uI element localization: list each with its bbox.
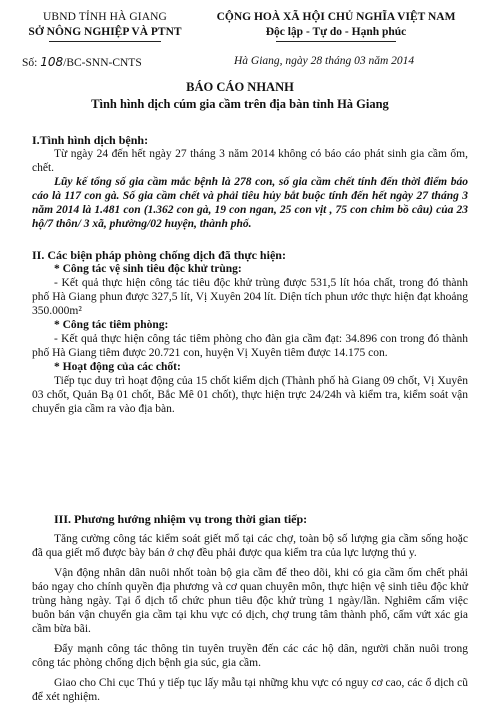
department-name: SỞ NÔNG NGHIỆP VÀ PTNT — [28, 26, 182, 38]
section-2 — [32, 248, 468, 416]
section-1-heading: I.Tình hình dịch bệnh: — [32, 133, 149, 147]
province-committee: UBND TỈNH HÀ GIANG — [43, 11, 167, 23]
handwritten-number: 108 — [40, 55, 64, 69]
report-subtitle: Tình hình dịch cúm gia cầm trên địa bàn tỉnh Hà Giang — [91, 97, 389, 111]
checkpoints-text: Tiếp tục duy trì hoạt động của 15 chốt kiểm dịch (Thành phố hà Giang 09 chốt, Vị Xuyên 03 chốt, Quản Bạ 01 chốt, Bắc Mê 01 chốt), thực hiện trực 24/24h và kiểm tra, kiểm soát vận chuyển gia cầm ra vào địa bàn. — [32, 375, 468, 415]
sanitation-heading: * Công tác vệ sinh tiêu độc khử trùng: — [54, 263, 242, 275]
section-3-para-4: Giao cho Chi cục Thú y tiếp tục lấy mẫu tại những khu vực có nguy cơ cao, các ổ dịch cũ để xét nghiệm. — [32, 677, 468, 703]
document-number: Số: 108/BC-SNN-CNTS — [22, 55, 142, 69]
section-3-para-3: Đẩy mạnh công tác thông tin tuyên truyền đến các các hộ dân, người chăn nuôi trong công tác phòng chống dịch bệnh gia súc, gia cầm. — [32, 643, 468, 669]
section-1 — [32, 133, 468, 231]
vaccination-heading: * Công tác tiêm phòng: — [54, 319, 169, 331]
issuing-agency-header — [16, 10, 194, 42]
checkpoints-heading: * Hoạt động của các chốt: — [54, 361, 181, 373]
national-title: CỘNG HOÀ XÃ HỘI CHỦ NGHĨA VIỆT NAM — [216, 11, 456, 23]
national-motto: Độc lập - Tự do - Hạnh phúc — [265, 26, 407, 38]
header-right-underline — [276, 41, 396, 42]
section-3 — [32, 512, 468, 704]
section-3-heading: III. Phương hướng nhiệm vụ trong thời gian tiếp: — [54, 512, 308, 526]
document-date: Hà Giang, ngày 28 tháng 03 năm 2014 — [234, 55, 415, 67]
report-title: BÁO CÁO NHANH — [186, 80, 294, 94]
vaccination-text: - Kết quả thực hiện công tác tiêm phòng cho đàn gia cầm đạt: 34.896 con trong đó thành phố Hà Giang tiêm được 20.721 con, huyện Vị Xuyên tiêm được 14.175 con. — [32, 333, 468, 359]
section-2-heading: II. Các biện pháp phòng chống dịch đã thực hiện: — [32, 248, 286, 262]
national-header — [200, 10, 472, 42]
section-1-para-1: Từ ngày 24 đến hết ngày 27 tháng 3 năm 2014 không có báo cáo phát sinh gia cầm ốm, chết. — [32, 148, 468, 174]
section-1-para-2: Lũy kế tổng số gia cầm mắc bệnh là 278 con, số gia cầm chết tính đến thời điểm báo cáo là 117 con gà. Số gia cầm chết và phải tiêu hủy bắt buộc tính đến hết ngày 27 tháng 3 năm 2014 là 1.481 con (1.362 con gà, 19 con ngan, 25 con vịt , 75 con chim bồ câu) của 23 hộ/7 thôn/ 3 xã, phường/02 huyện, thành phố. — [32, 176, 468, 230]
section-3-para-2: Vận động nhân dân nuôi nhốt toàn bộ gia cầm để theo dõi, khi có gia cầm ốm chết phải báo ngay cho chính quyền địa phương và cơ quan chuyên môn, thực hiện vệ sinh tiêu độc khử trùng hàng ngày. Tại ổ dịch tổ chức phun tiêu độc khử trùng 1 ngày/lần. Nghiêm cấm việc buôn bán vận chuyển gia cầm tại khu vực có dịch, chợ trung tâm thành phố, cấm vứt xác gia cầm bừa bãi. — [32, 567, 468, 635]
sanitation-text: - Kết quả thực hiện công tác tiêu độc khử trùng được 531,5 lít hóa chất, trong đó thành phố Hà Giang phun được 327,5 lít, Vị Xuyên 204 lít. Diện tích phun ước thực hiện đạt khoảng 350.000m² — [32, 277, 468, 317]
header-left-underline — [49, 41, 161, 42]
section-3-para-1: Tăng cường công tác kiểm soát giết mổ tại các chợ, toàn bộ số lượng gia cầm sống hoặc đã qua giết mổ được bày bán ở chợ đều phải được qua kiểm tra của lực lượng thú y. — [32, 533, 468, 559]
